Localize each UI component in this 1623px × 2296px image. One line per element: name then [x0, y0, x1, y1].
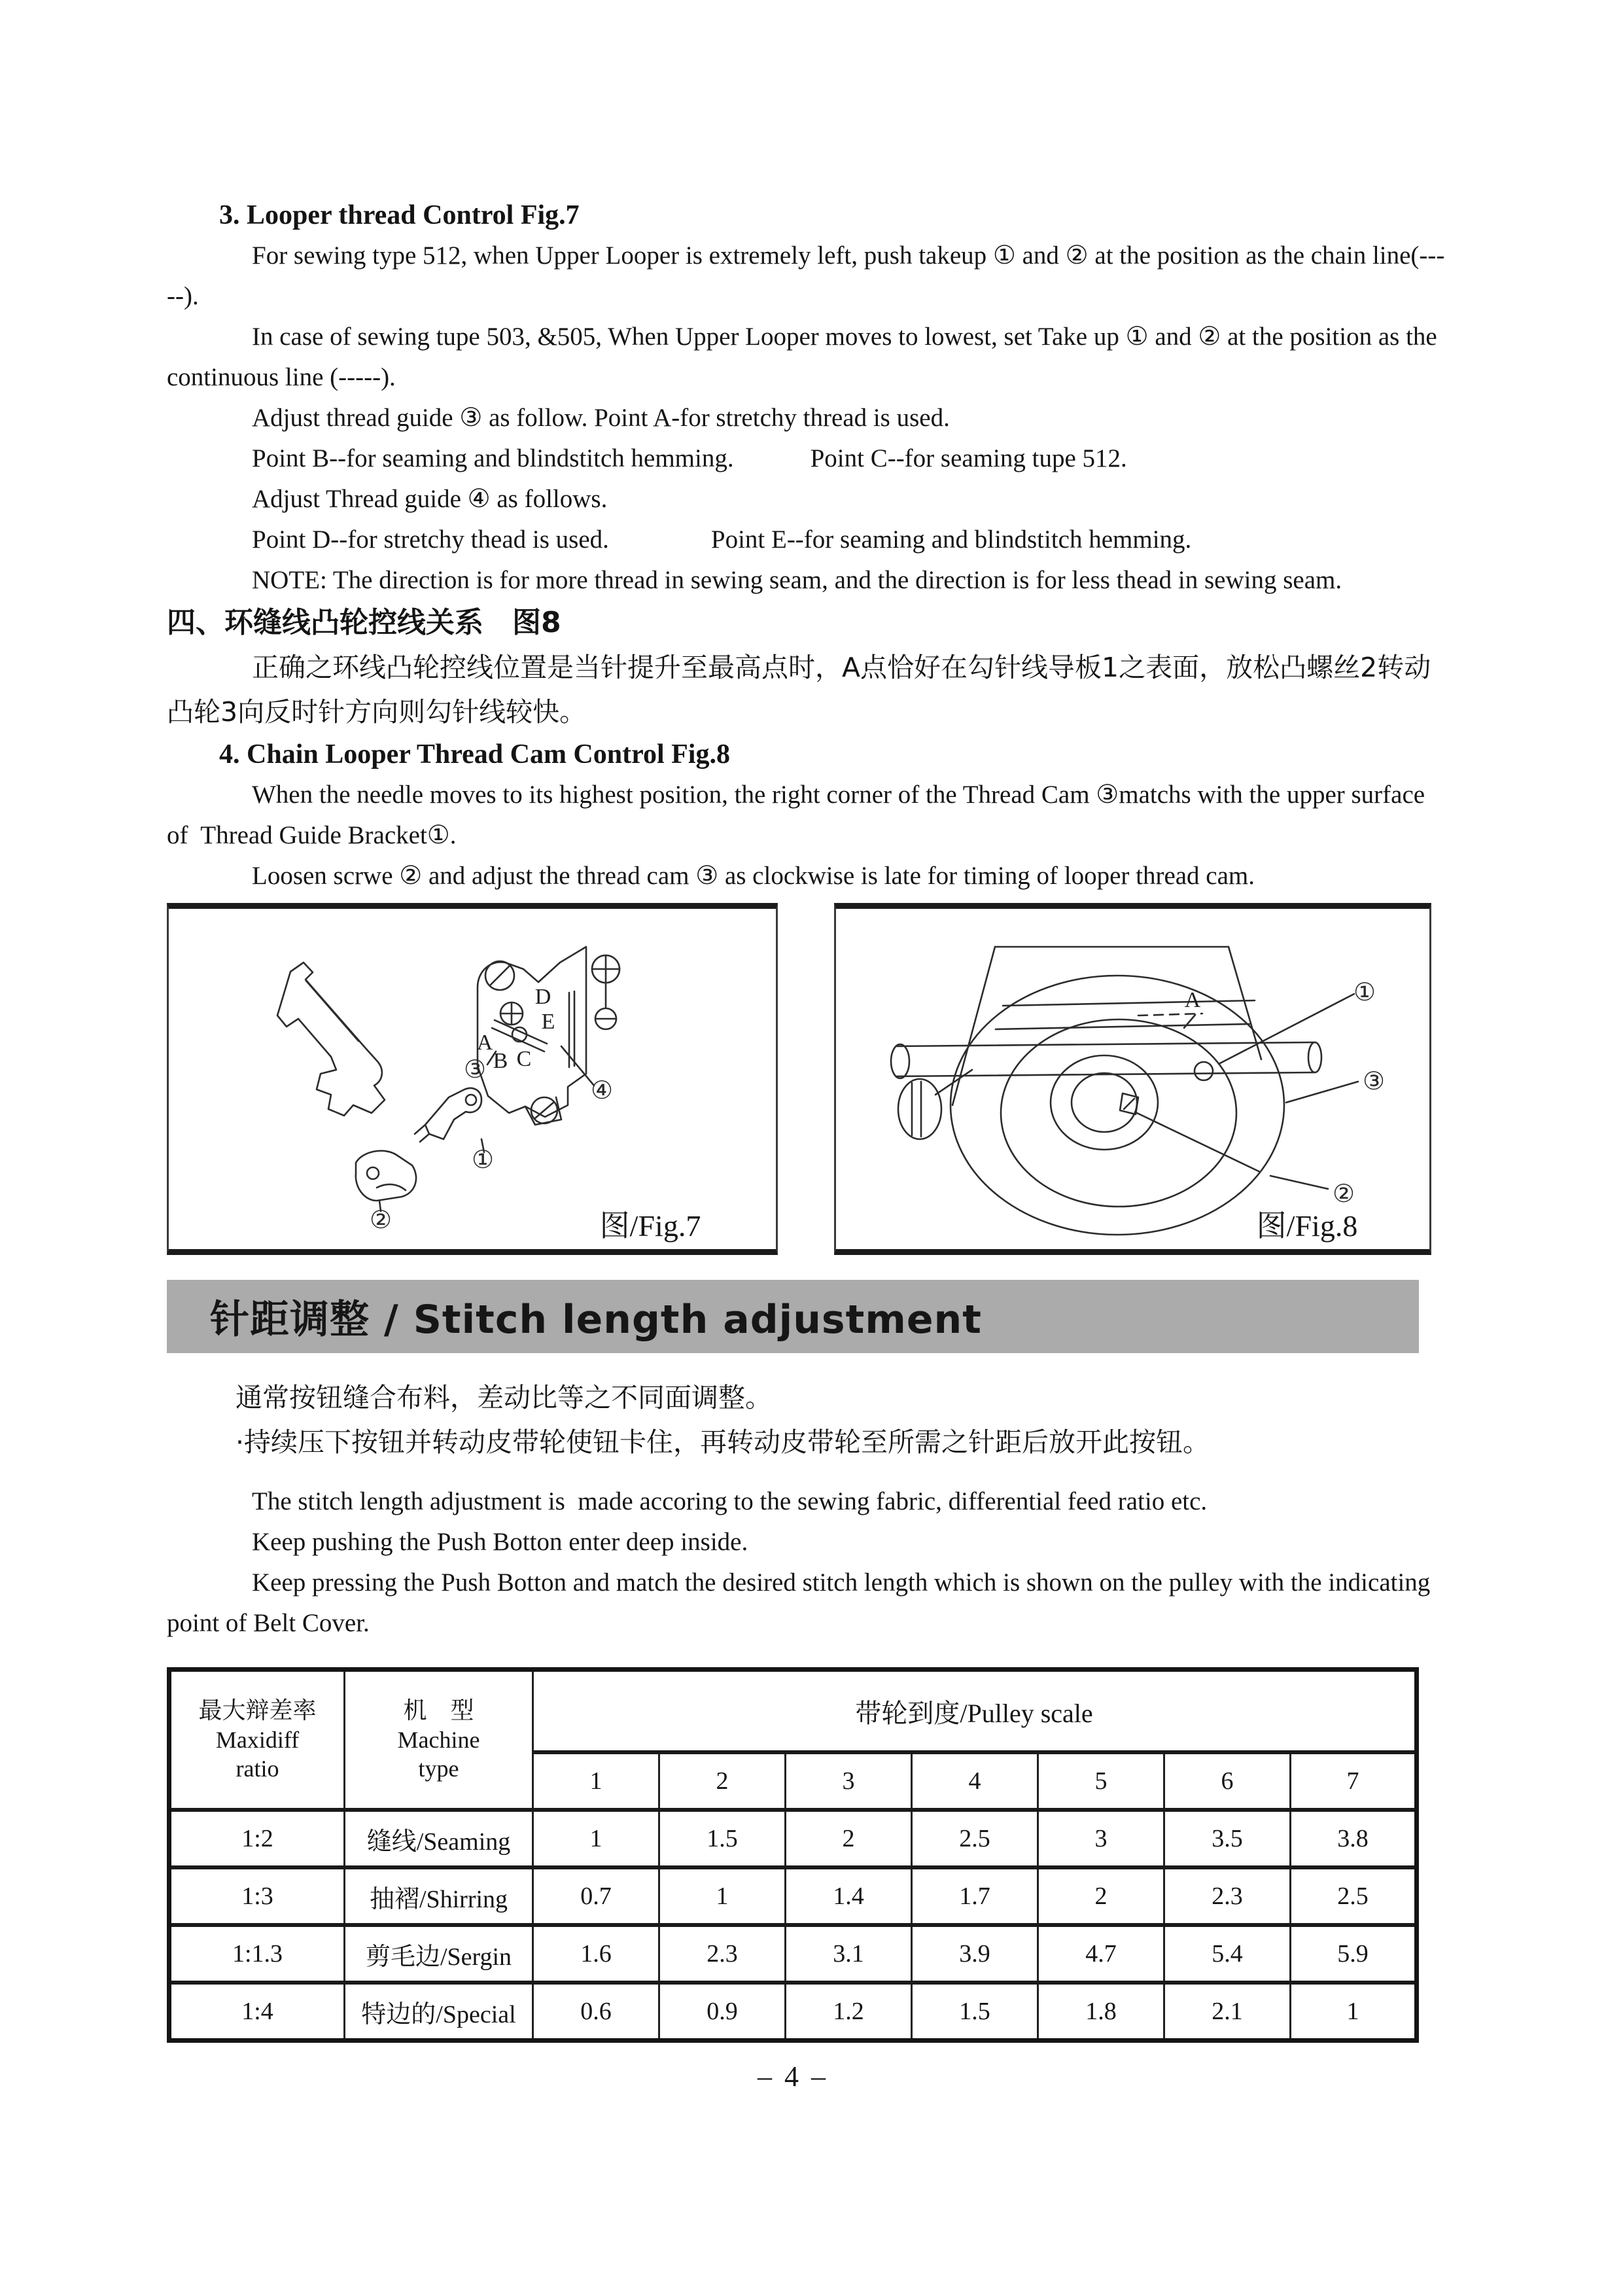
cell-value: 3.8 [1291, 1810, 1417, 1867]
cell-value: 5.4 [1164, 1925, 1291, 1983]
cell-ratio: 1:2 [169, 1810, 345, 1867]
page-number: – 4 – [758, 2060, 828, 2093]
cell-value: 3 [1038, 1810, 1164, 1867]
table-header-machine-en2: type [418, 1756, 459, 1782]
cell-value: 0.6 [533, 1983, 659, 2041]
stitch-en-paragraph-3: Keep pressing the Push Botton and match the desired stitch length which is shown on the pulley with the indicating point of Belt Cover. [167, 1568, 1437, 1637]
cell-value: 3.5 [1164, 1810, 1291, 1867]
figure-7-drawing [169, 909, 776, 1249]
cell-value: 1.5 [659, 1810, 786, 1867]
scale-col-5: 5 [1038, 1752, 1164, 1810]
cell-value: 1.6 [533, 1925, 659, 1983]
fig8-belt-cover [952, 947, 1261, 1105]
stitch-en-paragraph-1: The stitch length adjustment is made accoring to the sewing fabric, differential feed ratio etc. [252, 1487, 1208, 1515]
cell-value: 1 [1291, 1983, 1417, 2041]
fig7-label-e: E [541, 1010, 555, 1034]
cell-value: 1.5 [912, 1983, 1038, 2041]
pulley-scale-table [167, 1667, 1419, 2043]
page-content [167, 0, 1449, 2093]
table-header-pulley-scale-label: 带轮到度/Pulley scale [855, 1698, 1093, 1728]
table-header-maxdiff-en1: Maxidiff [215, 1727, 300, 1753]
cell-value: 3.1 [786, 1925, 912, 1983]
figure-8 [834, 903, 1431, 1255]
paragraph-looper-6: Point D--for stretchy thead is used. Point E--for seaming and blindstitch hemming. [252, 525, 1192, 554]
stitch-cn-block [167, 1375, 1449, 1464]
fig7-fork-part [415, 1088, 481, 1142]
stitch-en-block [167, 1481, 1449, 1644]
cell-value: 5.9 [1291, 1925, 1417, 1983]
fig7-label-d: D [534, 985, 551, 1009]
cell-value: 1.7 [912, 1867, 1038, 1925]
figure-7-caption: 图/Fig.7 [599, 1209, 701, 1243]
heading-chain-looper-cam: 4. Chain Looper Thread Cam Control Fig.8 [219, 739, 730, 769]
cell-value: 0.7 [533, 1867, 659, 1925]
table-row-shirring [169, 1867, 1417, 1925]
paragraph-cam-2: Loosen scrwe ② and adjust the thread cam ③ as clockwise is late for timing of looper thread cam. [252, 862, 1255, 890]
cell-value: 1 [533, 1810, 659, 1867]
cell-value: 2.3 [1164, 1867, 1291, 1925]
fig8-pulley [951, 976, 1284, 1235]
paragraph-cam-1: When the needle moves to its highest position, the right corner of the Thread Cam ③matchs with the upper surface of Thread Guide Bracket①. [167, 781, 1431, 849]
table-row-seaming [169, 1810, 1417, 1867]
scale-col-4: 4 [912, 1752, 1038, 1810]
stitch-cn-paragraph-1: 通常按钮缝合布料，差动比等之不同面调整。 [236, 1382, 772, 1413]
cell-value: 0.9 [659, 1983, 786, 2041]
fig7-label-b: B [493, 1049, 508, 1073]
fig7-callout-4: ④ [590, 1076, 614, 1104]
cell-value: 3.9 [912, 1925, 1038, 1983]
fig7-leader-lines [379, 1046, 594, 1211]
scale-col-7: 7 [1291, 1752, 1417, 1810]
figure-8-drawing [836, 909, 1429, 1249]
table-header-machine-en1: Machine [397, 1727, 480, 1753]
cell-value: 2.1 [1164, 1983, 1291, 2041]
stitch-cn-paragraph-2: ·持续压下按钮并转动皮带轮使钮卡住，再转动皮带轮至所需之针距后放开此按钮。 [236, 1426, 1210, 1458]
cell-machine-type: 剪毛边/Sergin [345, 1925, 533, 1983]
fig7-callout-3: ③ [463, 1055, 487, 1084]
paragraph-looper-4: Point B--for seaming and blindstitch hemming. Point C--for seaming tupe 512. [252, 444, 1127, 472]
cell-machine-type: 特边的/Special [345, 1983, 533, 2041]
paragraph-looper-2: In case of sewing tupe 503, &505, When Upper Looper moves to lowest, set Take up ① and ② at the position as the continuous line (-----). [167, 323, 1444, 391]
stitch-en-paragraph-2: Keep pushing the Push Botton enter deep inside. [252, 1528, 748, 1556]
fig7-bracket-plate [478, 947, 586, 1125]
table-header-maxdiff-cn: 最大辩差率 [198, 1697, 317, 1724]
heading-cam-relation-cn: 四、环缝线凸轮控线关系 图8 [167, 606, 561, 639]
cell-value: 1 [659, 1867, 786, 1925]
figures-row [167, 903, 1449, 1255]
fig8-callout-2: ② [1332, 1179, 1355, 1208]
table-row-special [169, 1983, 1417, 2041]
fig7-clamp-part [356, 1151, 416, 1201]
cell-ratio: 1:1.3 [169, 1925, 345, 1983]
table-header-machine-type [345, 1670, 533, 1810]
stitch-length-section-bar [167, 1280, 1419, 1353]
scale-col-2: 2 [659, 1752, 786, 1810]
scale-col-3: 3 [786, 1752, 912, 1810]
fig7-lever-part [277, 963, 385, 1116]
fig7-callout-1: ① [471, 1145, 495, 1174]
figure-8-caption: 图/Fig.8 [1256, 1209, 1358, 1243]
scale-col-1: 1 [533, 1752, 659, 1810]
fig8-callout-1: ① [1353, 978, 1376, 1006]
table-header-machine-cn: 机 型 [403, 1697, 474, 1724]
cell-value: 2.5 [912, 1810, 1038, 1867]
cell-value: 1.8 [1038, 1983, 1164, 2041]
cell-machine-type: 抽褶/Shirring [345, 1867, 533, 1925]
stitch-length-section-title: 针距调整 / Stitch length adjustment [210, 1297, 982, 1343]
cell-value: 1.2 [786, 1983, 912, 2041]
scale-col-6: 6 [1164, 1752, 1291, 1810]
fig7-label-a: A [476, 1031, 493, 1055]
cell-machine-type: 缝线/Seaming [345, 1810, 533, 1867]
paragraph-looper-3: Adjust thread guide ③ as follow. Point A-for stretchy thread is used. [252, 404, 950, 432]
table-header-pulley-scale [533, 1670, 1417, 1753]
fig7-callout-2: ② [369, 1205, 393, 1234]
cell-value: 2.5 [1291, 1867, 1417, 1925]
fig7-screw-icons [592, 955, 620, 1029]
paragraph-looper-5: Adjust Thread guide ④ as follows. [252, 485, 608, 513]
figure-7 [167, 903, 778, 1255]
cell-value: 2.3 [659, 1925, 786, 1983]
paragraph-cam-cn: 正确之环线凸轮控线位置是当针提升至最高点时，A点恰好在勾针线导板1之表面，放松凸螺丝2转动凸轮3向反时针方向则勾针线较快。 [167, 652, 1431, 728]
cell-value: 2 [786, 1810, 912, 1867]
fig8-label-a: A [1184, 988, 1201, 1012]
cell-ratio: 1:3 [169, 1867, 345, 1925]
table-row-sergin [169, 1925, 1417, 1983]
fig8-callout-3: ③ [1362, 1067, 1386, 1095]
fig7-label-c: C [516, 1047, 532, 1071]
paragraph-looper-note: NOTE: The direction is for more thread in sewing seam, and the direction is for less thead in sewing seam. [252, 566, 1342, 594]
fig8-knob [898, 1070, 972, 1139]
heading-looper-thread-control: 3. Looper thread Control Fig.7 [219, 200, 580, 230]
cell-value: 2 [1038, 1867, 1164, 1925]
paragraph-looper-1: For sewing type 512, when Upper Looper is extremely left, push takeup ① and ② at the position as the chain line(-----). [167, 241, 1445, 310]
table-header-maxdiff [169, 1670, 345, 1810]
cell-value: 1.4 [786, 1867, 912, 1925]
table-header-maxdiff-en2: ratio [236, 1756, 279, 1782]
cell-ratio: 1:4 [169, 1983, 345, 2041]
cell-value: 4.7 [1038, 1925, 1164, 1983]
